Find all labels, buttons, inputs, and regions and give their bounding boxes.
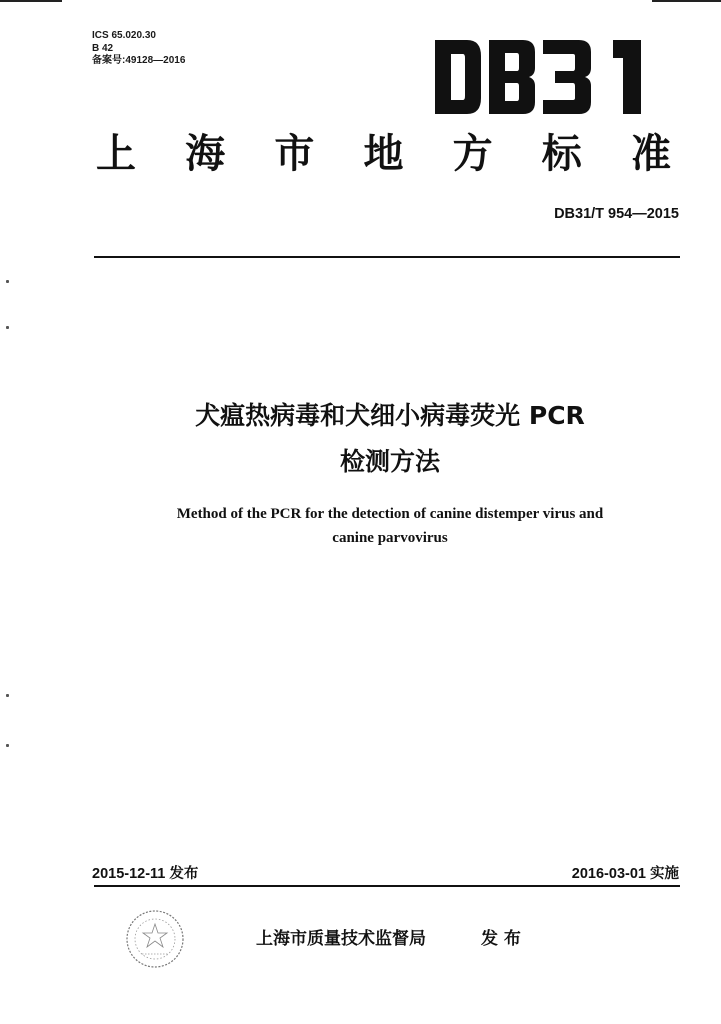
- classification-block: [92, 30, 185, 68]
- edge-mark: [6, 280, 9, 283]
- issue-label: 发 布: [481, 929, 521, 949]
- title-zh-line2: 检测方法: [339, 447, 440, 476]
- standard-number: DB31/T 954—2015: [554, 206, 679, 222]
- standard-title-char: 标: [541, 131, 582, 177]
- standard-title-char: 海: [185, 131, 226, 177]
- filing-number: 备案号:49128—2016: [92, 55, 186, 66]
- standard-title-char: 上: [96, 131, 136, 177]
- standard-title-char: 方: [452, 131, 493, 177]
- edge-mark: [6, 326, 9, 329]
- official-seal-icon: [124, 908, 186, 970]
- issuer-name: 上海市质量技术监督局: [256, 929, 426, 949]
- standard-title-char: 市: [274, 131, 315, 177]
- bottom-divider: [94, 885, 680, 887]
- ics-code: ICS 65.020.30: [92, 30, 156, 41]
- standard-title: [96, 130, 671, 178]
- top-divider: [94, 256, 680, 258]
- standard-title-char: 地: [363, 131, 404, 177]
- top-corner-mark-left: [0, 0, 62, 2]
- edge-mark: [6, 744, 9, 747]
- issue-date: 2015-12-11 发布: [92, 866, 199, 882]
- top-corner-mark-right: [652, 0, 721, 2]
- effective-date: 2016-03-01 实施: [571, 866, 679, 882]
- category-code: B 42: [92, 42, 114, 54]
- title-en-line2: canine parvovirus: [332, 530, 448, 546]
- title-en-line1: Method of the PCR for the detection of canine distemper virus and: [176, 506, 604, 522]
- standard-title-char: 准: [630, 131, 671, 177]
- db31-logo: [433, 38, 645, 116]
- edge-mark: [6, 694, 9, 697]
- title-zh-line1: 犬瘟热病毒和犬细小病毒荧光 PCR: [195, 401, 585, 430]
